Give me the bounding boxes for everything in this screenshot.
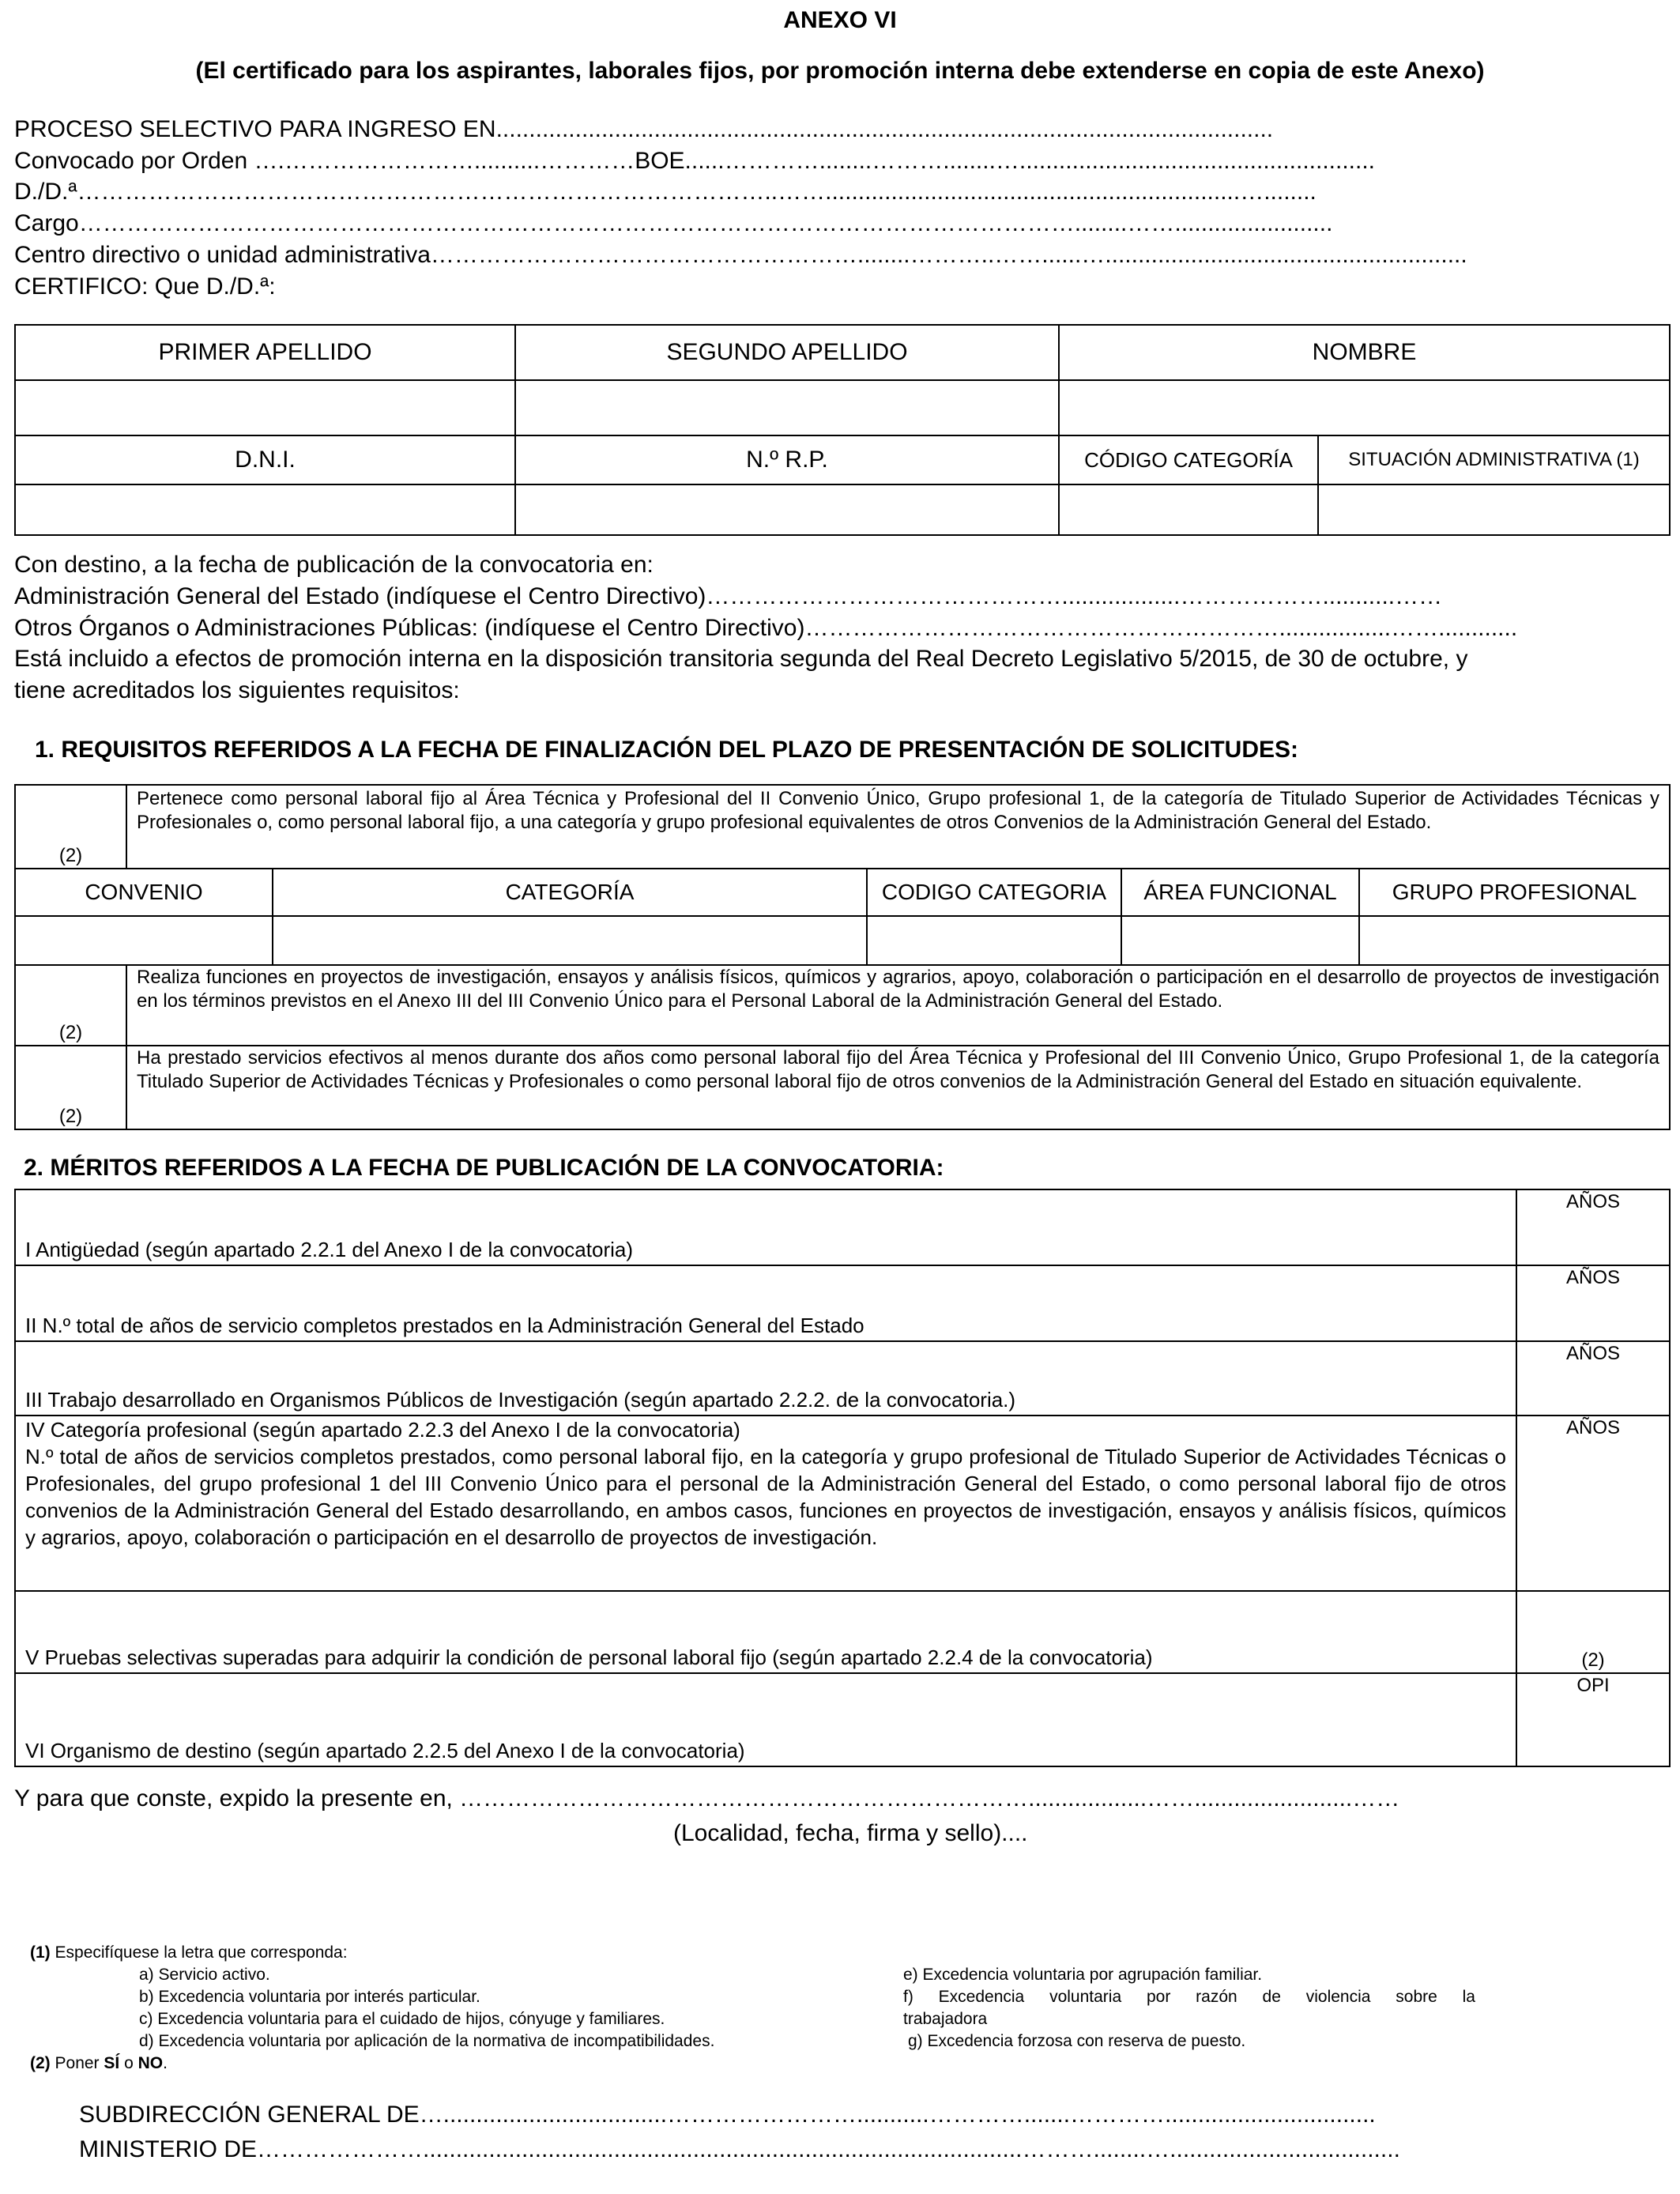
footnote-2 xyxy=(30,2053,168,2075)
req1-text: Pertenece como personal laboral fijo al Área Técnica y Profesional del II Convenio Único, Grupo profesional 1, de la categoría de Titulado Superior de Actividades Técnicas y Profesionales o, como personal laboral fijo, a una categoría y grupo profesional equivalentes de otros Convenios de la Administración General del Estado. xyxy=(126,785,1670,869)
footnote-c: c) Excedencia voluntaria para el cuidado de hijos, cónyuge y familiares. xyxy=(139,2010,665,2028)
footnote-f: f) Excedencia voluntaria por razón de violencia sobre la xyxy=(903,1988,1475,2006)
merito-anos-servicio: II N.º total de años de servicio completos prestados en la Administración General del Estado xyxy=(15,1265,1516,1341)
convenio-field[interactable] xyxy=(15,916,273,965)
closing-line: Y para que conste, expido la presente en, ………………………………………………………………..................……........................…… xyxy=(14,1785,1400,1811)
segundo-apellido-field[interactable] xyxy=(515,380,1059,435)
situacion-admin-field[interactable] xyxy=(1318,484,1670,535)
section2-heading: 2. MÉRITOS REFERIDOS A LA FECHA DE PUBLICACIÓN DE LA CONVOCATORIA: xyxy=(24,1155,944,1181)
subdireccion-line: SUBDIRECCIÓN GENERAL DE…..................................……………………...........………….......…………................................ xyxy=(79,2102,1376,2128)
requisitos-line: tiene acreditados los siguientes requisitos: xyxy=(14,677,460,703)
footnote-2-no: NO xyxy=(137,2054,164,2072)
merito-categoria-title: IV Categoría profesional (según apartado 2.2.3 del Anexo I de la convocatoria) xyxy=(25,1418,740,1442)
requisitos-table xyxy=(14,784,1671,1130)
destino-line: Con destino, a la fecha de publicación de la convocatoria en: xyxy=(14,552,654,578)
annex-title: ANEXO VI xyxy=(783,7,897,33)
primer-apellido-field[interactable] xyxy=(15,380,515,435)
meritos-table xyxy=(14,1189,1671,1767)
merito-organismo: VI Organismo de destino (según apartado 2.2.5 del Anexo I de la convocatoria) xyxy=(15,1673,1516,1766)
otros-organos-line: Otros Órganos o Administraciones Públicas: (indíquese el Centro Directivo)…………………………………………………….................……............ xyxy=(14,615,1518,641)
dni-header: D.N.I. xyxy=(15,435,515,484)
segundo-apellido-header: SEGUNDO APELLIDO xyxy=(515,325,1059,380)
pruebas-mark[interactable]: (2) xyxy=(1516,1591,1670,1673)
req3-mark: (2) xyxy=(15,1046,126,1129)
footnote-2-si: SÍ xyxy=(104,2054,120,2072)
area-funcional-field[interactable] xyxy=(1121,916,1359,965)
incluido-line: Está incluido a efectos de promoción interna en la disposición transitoria segunda del Real Decreto Legislativo 5/2015, de 30 de octubre, y xyxy=(14,646,1468,672)
grupo-profesional-header: GRUPO PROFESIONAL xyxy=(1359,869,1670,916)
convenio-header: CONVENIO xyxy=(15,869,273,916)
codigo-categoria-header: CÓDIGO CATEGORÍA xyxy=(1059,435,1318,484)
footnote-e: e) Excedencia voluntaria por agrupación familiar. xyxy=(903,1966,1263,1984)
area-funcional-header: ÁREA FUNCIONAL xyxy=(1121,869,1359,916)
organismo-mark[interactable]: OPI xyxy=(1516,1673,1670,1766)
nrp-header: N.º R.P. xyxy=(515,435,1059,484)
merito-antiguedad: I Antigüedad (según apartado 2.2.1 del Anexo I de la convocatoria) xyxy=(15,1189,1516,1265)
cargo-line: Cargo………………………………………………………………………………………………………………........……........................ xyxy=(14,210,1333,236)
footnote-2-o: o xyxy=(119,2054,138,2072)
categoria-field[interactable] xyxy=(273,916,867,965)
req1-mark: (2) xyxy=(15,785,126,869)
merito-pruebas: V Pruebas selectivas superadas para adquirir la condición de personal laboral fijo (según apartado 2.2.4 de la convocatoria) xyxy=(15,1591,1516,1673)
merito-categoria-cell xyxy=(15,1416,1516,1591)
req2-mark: (2) xyxy=(15,965,126,1046)
dd-line: D./D.ª……………………………………………………………………………..……...............................................................…........ xyxy=(14,179,1317,205)
nombre-header: NOMBRE xyxy=(1059,325,1670,380)
footnote-1-number: (1) xyxy=(30,1943,51,1962)
grupo-profesional-field[interactable] xyxy=(1359,916,1670,965)
certifico-line: CERTIFICO: Que D./D.ª: xyxy=(14,273,276,300)
footnote-d: d) Excedencia voluntaria por aplicación de la normativa de incompatibilidades. xyxy=(139,2032,715,2050)
anos-servicio-anos[interactable]: AÑOS xyxy=(1516,1265,1670,1341)
footnote-2-end: . xyxy=(163,2054,168,2072)
proceso-line: PROCESO SELECTIVO PARA INGRESO EN...................................................................................................................... xyxy=(14,116,1274,142)
categoria-anos[interactable]: AÑOS xyxy=(1516,1416,1670,1591)
req2-text: Realiza funciones en proyectos de investigación, ensayos y análisis físicos, químicos y agrarios, apoyo, colaboración o participación en el desarrollo de proyectos de investigación en los términos previstos en el Anexo III del III Convenio Único para el Personal Laboral de la Administración General del Estado. xyxy=(126,965,1670,1046)
nombre-field[interactable] xyxy=(1059,380,1670,435)
dni-field[interactable] xyxy=(15,484,515,535)
situacion-admin-header: SITUACIÓN ADMINISTRATIVA (1) xyxy=(1318,435,1670,484)
age-line: Administración General del Estado (indíquese el Centro Directivo)………………………………………..................………………...........…… xyxy=(14,583,1443,609)
codigo-categoria-col-header: CODIGO CATEGORIA xyxy=(867,869,1121,916)
merito-opi: III Trabajo desarrollado en Organismos Públicos de Investigación (según apartado 2.2.2. de la convocatoria.) xyxy=(15,1341,1516,1416)
footnote-2-text: Poner xyxy=(50,2054,104,2072)
codigo-categoria-col-field[interactable] xyxy=(867,916,1121,965)
merito-categoria-body: N.º total de años de servicios completos prestados, como personal laboral fijo, en la categoría y grupo profesional de Titulado Superior de Actividades Técnicas o Profesionales, del grupo profesional 1 del III Convenio Único para el personal de la Administración General del Estado, o como personal laboral fijo de otros convenios de la Administración General del Estado desarrollando, en ambos casos, funciones en proyectos de investigación, ensayos y análisis físicos, químicos y agrarios, apoyo, colaboración o participación en el desarrollo de proyectos de investigación. xyxy=(25,1445,1506,1549)
req3-text: Ha prestado servicios efectivos al menos durante dos años como personal laboral fijo del Área Técnica y Profesional del III Convenio Único, Grupo Profesional 1, de la categoría Titulado Superior de Actividades Técnicas y Profesionales o como personal laboral fijo de otros convenios de la Administración General del Estado en situación equivalente. xyxy=(126,1046,1670,1129)
footnote-b: b) Excedencia voluntaria por interés particular. xyxy=(139,1988,480,2006)
convocado-line: Convocado por Orden ….……………………..........…………BOE......…………........………........…...................................................... xyxy=(14,148,1376,174)
footnote-a: a) Servicio activo. xyxy=(139,1966,270,1984)
centro-line: Centro directivo o unidad administrativa………………………………………………........………..……......…....................................................... xyxy=(14,242,1467,268)
ministerio-line: MINISTERIO DE…………………...........................................................................................………........…................................... xyxy=(79,2136,1400,2162)
nrp-field[interactable] xyxy=(515,484,1059,535)
footnote-2-number: (2) xyxy=(30,2054,51,2072)
antiguedad-anos[interactable]: AÑOS xyxy=(1516,1189,1670,1265)
footnote-f-cont: trabajadora xyxy=(903,2010,988,2028)
footnote-1 xyxy=(30,1942,348,1964)
footnote-g: g) Excedencia forzosa con reserva de puesto. xyxy=(908,2032,1246,2050)
annex-subtitle: (El certificado para los aspirantes, laborales fijos, por promoción interna debe extenderse en copia de este Anexo) xyxy=(195,58,1485,84)
primer-apellido-header: PRIMER APELLIDO xyxy=(15,325,515,380)
section1-heading: 1. REQUISITOS REFERIDOS A LA FECHA DE FINALIZACIÓN DEL PLAZO DE PRESENTACIÓN DE SOLICITUDES: xyxy=(35,737,1298,763)
localidad-line: (Localidad, fecha, firma y sello).... xyxy=(673,1820,1028,1846)
footnote-1-text: Especifíquese la letra que corresponda: xyxy=(50,1943,348,1962)
categoria-header: CATEGORÍA xyxy=(273,869,867,916)
personal-data-table xyxy=(14,324,1671,536)
codigo-categoria-field[interactable] xyxy=(1059,484,1318,535)
opi-anos[interactable]: AÑOS xyxy=(1516,1341,1670,1416)
